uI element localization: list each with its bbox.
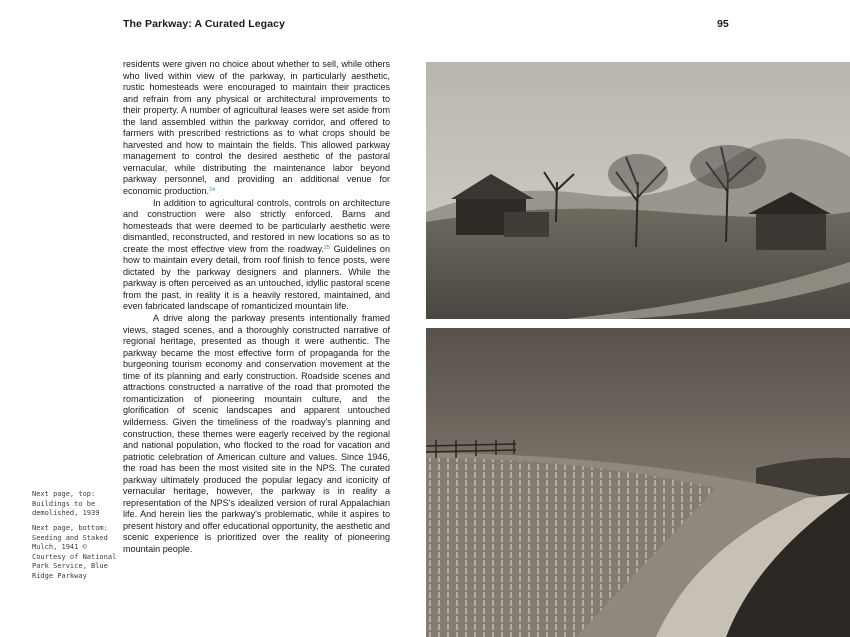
running-head: The Parkway: A Curated Legacy — [123, 18, 286, 30]
photo-farm-buildings — [426, 62, 850, 319]
paragraph-2-text-a: In addition to agricultural controls, controls on architecture and construction were also strictly enforced. Barns and homesteads that were deemed to be particularly aesthetic were dismantled, reconstructed, and restored in new locations so as to create the most effective view from the roadway. — [123, 197, 390, 254]
paragraph-2 — [123, 198, 390, 313]
caption-bottom: Next page, bottom: Seeding and Staked Mulch, 1941 © Courtesy of National Park Service, Blue Ridge Parkway — [32, 524, 117, 580]
paragraph-3: A drive along the parkway presents intentionally framed views, staged scenes, and a thoroughly constructed narrative of regional heritage, presented as though it were authentic. The parkway became the most effective form of propaganda for the burgeoning tourism economy and conservation movement at the time of its planning and early construction. Roadside scenes and attractions constructed a narrative of the road that promoted the romanticization of pioneering mountain culture, and the glorification of scenic landscapes and apparent untouched wilderness. Given the timeliness of the roadway's planning and construction, these themes were eagerly received by the regional and national population, who flocked to the road for vacation and patriotic celebration of American culture and values. Since 1946, the road has been the most visited site in the NPS. The curated parkway ultimately produced the popular legacy and iconicity of vernacular heritage, however, the parkway is in reality a representation of the NPS's idealized version of rural Appalachian life. And herein lies the parkway's problematic, while it aspires to present history and offer educational opportunity, the aesthetic and scenic experience is prioritized over the reality of pioneering mountain people. — [123, 313, 390, 554]
footnote-ref-25[interactable]: 25 — [323, 244, 330, 251]
photo-seeded-field-road — [426, 328, 850, 637]
footnote-ref-24[interactable]: 24 — [209, 187, 216, 194]
caption-top: Next page, top: Buildings to be demolished, 1939 — [32, 490, 100, 518]
paragraph-1-text: residents were given no choice about whether to sell, while others who lived within view of the parkway, in particularly aesthetic, rustic homesteads were encouraged to maintain their practices and refrain from any physical or architectural improvements to their property. A number of agricultural leases were set aside from the land assembled within the parkway corridor, and offered to farmers with prescribed restrictions as to what crops should be harvested and how to maintain the fields. This allowed parkway management to control the desired aesthetic of the pastoral vernacular, while distributing the maintenance labor beyond parkway personnel, and providing an additional venue for economic production. — [123, 59, 390, 197]
body-text-column — [123, 59, 390, 556]
paragraph-2-text-b: Guidelines on how to maintain every detail, from roof finish to fence posts, were dictated by the parkway designers and planners. While the parkway is often perceived as an untouched, idyllic pastoral scene from the past, in reality it is a heavily restored, maintained, and even fabricated landscape of romanticized mountain life. — [123, 243, 390, 312]
page-number: 95 — [717, 18, 729, 30]
paragraph-1 — [123, 59, 390, 198]
